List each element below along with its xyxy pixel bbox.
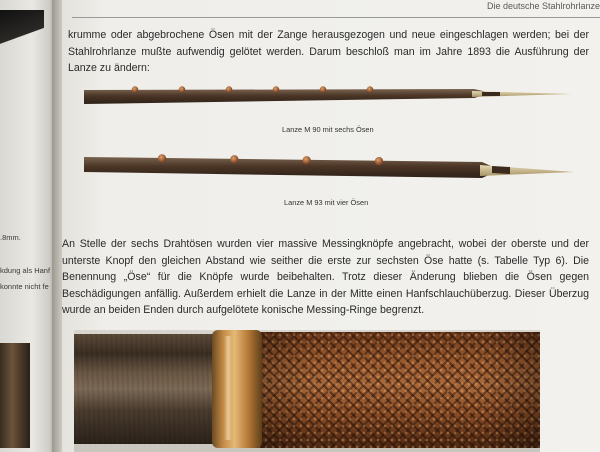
previous-page [0, 0, 58, 452]
eyelet-knob [179, 86, 185, 92]
tip-socket [492, 166, 510, 174]
tip-socket [482, 92, 500, 96]
hemp-sleeve-shading [256, 332, 540, 448]
previous-page-photo-fragment [0, 10, 44, 50]
eyelet-knob [132, 86, 138, 92]
running-head: Die deutsche Stahlrohrlanze [487, 1, 600, 11]
body-paragraph-1: krumme oder abgebrochene Ösen mit der Zange herausgezogen und neue eingeschlagen werden; bei der Stahlrohrlanze mußte aufwendig gelötet werden. Darum beschloß man im Jahre 1893 die Ausführung der Lanze zu ändern: [68, 29, 589, 74]
brass-ring-highlight [224, 336, 232, 440]
lance-detail-photo [74, 330, 540, 452]
body-paragraph-2: An Stelle der sechs Drahtösen wurden vier massive Messingknöpfe angebracht, wobei der oberste und der unterste Knopf den gleichen Abstand wie seither die erste zur sechsten Öse hatte (s. Tabelle Typ 6). Die Benennung „Öse“ für die Knöpfe wurde beibehalten. Trotz dieser Änderung blieben die Ösen gegen Beschädigungen anfällig. Außerdem erhielt die Lanze in der Mitte einen Hanfschlauchüberzug. Dieser Überzug wurde an beiden Enden durch aufgelötete konische Messing-Ringe begrenzt. [62, 238, 589, 316]
previous-page-text-line: konnte nicht fe [0, 282, 49, 291]
figure-caption-m90: Lanze M 90 mit sechs Ösen [282, 125, 374, 134]
brass-ring [212, 330, 262, 448]
eyelet-knob [158, 154, 166, 162]
lance-m90-illustration [84, 86, 572, 104]
lance-m93-illustration [84, 154, 574, 178]
lance-figures [62, 0, 600, 210]
eyelet-knob [367, 86, 373, 92]
eyelet-knob [230, 155, 238, 163]
lance-shaft [84, 89, 492, 104]
previous-page-text-line: .8mm. [0, 233, 21, 242]
lance-shaft [84, 157, 500, 178]
eyelet-knob [375, 157, 383, 165]
eyelet-knob [273, 86, 279, 92]
eyelet-knob [226, 86, 232, 92]
previous-page-text-line: kdung als Hanf [0, 266, 51, 275]
figure-caption-m93: Lanze M 93 mit vier Ösen [284, 198, 369, 207]
eyelet-knob [302, 156, 310, 164]
steel-shaft-section [74, 334, 224, 444]
previous-page-photo-fragment [0, 343, 30, 448]
eyelet-knob [320, 86, 326, 92]
